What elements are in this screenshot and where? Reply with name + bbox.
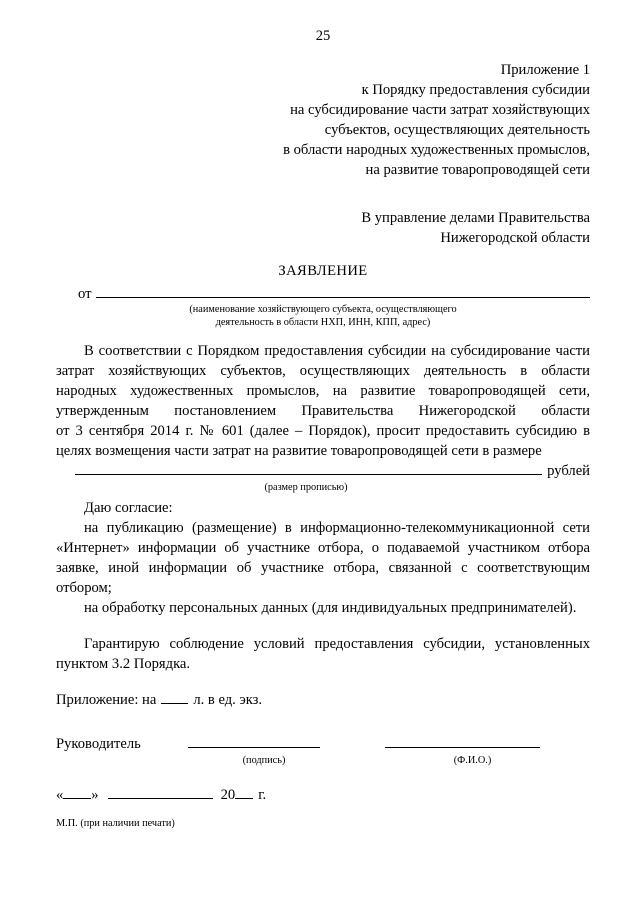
consent-line: «Интернет» информации об участнике отбора, о подаваемой участником отбора	[56, 540, 590, 556]
addressee-line: Нижегородской области	[440, 230, 590, 246]
from-caption-line: (наименование хозяйствующего субъекта, осуществляющего	[189, 304, 457, 315]
name-blank-line	[385, 745, 540, 748]
paragraph-line: В соответствии с Порядком предоставления субсидии на субсидирование части	[84, 343, 590, 359]
guarantee-line: Гарантирую соблюдение условий предоставления субсидии, установленных	[84, 636, 590, 652]
paragraph-line: народных художественных промыслов, на развитие товаропроводящей сети,	[56, 383, 590, 399]
main-paragraph	[56, 341, 590, 461]
date-line	[56, 785, 590, 805]
paragraph-line: затрат хозяйствующих субъектов, осуществляющих деятельность в области	[56, 363, 590, 379]
annex-line: в области народных художественных промыслов,	[283, 142, 590, 158]
paragraph-line: утвержденным постановлением Правительства Нижегородской области	[56, 403, 590, 419]
consent-line: отбором;	[56, 580, 112, 596]
amount-blank-line	[75, 472, 542, 475]
annex-line: Приложение 1	[500, 62, 590, 78]
amount-field	[56, 461, 590, 481]
signature-caption: (подпись)	[242, 755, 286, 766]
month-blank	[108, 796, 213, 799]
consent-intro: Даю согласие:	[84, 500, 173, 516]
document-title: ЗАЯВЛЕНИЕ	[278, 263, 368, 279]
year-prefix: 20	[220, 787, 236, 803]
stamp-note: М.П. (при наличии печати)	[56, 818, 175, 829]
annex-line: на субсидирование части затрат хозяйствующих	[290, 102, 590, 118]
addressee-block	[56, 208, 590, 248]
attachment-pages-blank	[161, 701, 188, 704]
name-caption: (Ф.И.О.)	[453, 755, 492, 766]
year-suffix: г.	[258, 787, 267, 803]
annex-line: к Порядку предоставления субсидии	[361, 82, 590, 98]
amount-caption: (размер прописью)	[264, 482, 348, 493]
consent-section	[56, 498, 590, 618]
year-blank	[235, 796, 253, 799]
from-field-captions	[56, 303, 590, 329]
annex-line: субъектов, осуществляющих деятельность	[324, 122, 590, 138]
page-number: 25	[315, 28, 331, 44]
consent-personal-data-line: на обработку персональных данных (для индивидуальных предпринимателей).	[84, 600, 577, 616]
day-blank	[63, 796, 91, 799]
guarantee-section	[56, 634, 590, 674]
signature-role: Руководитель	[56, 736, 141, 752]
consent-line: заявке, иной информации об участнике отбора, связанной с соответствующим	[56, 560, 590, 576]
annex-block	[56, 60, 590, 180]
from-field	[56, 284, 590, 304]
attachment-prefix: Приложение: на	[56, 692, 157, 708]
signature-row	[56, 734, 590, 754]
paragraph-line: от 3 сентября 2014 г. № 601 (далее – Порядок), просит предоставить субсидию в	[56, 423, 590, 439]
day-close-quote: »	[91, 787, 99, 803]
amount-suffix: рублей	[547, 463, 590, 479]
signature-blank-line	[188, 745, 320, 748]
guarantee-line: пунктом 3.2 Порядка.	[56, 656, 191, 672]
signature-captions	[56, 754, 590, 767]
attachment-suffix: л. в ед. экз.	[193, 692, 263, 708]
day-open-quote: «	[56, 787, 64, 803]
addressee-line: В управление делами Правительства	[361, 210, 590, 226]
consent-line: на публикацию (размещение) в информационно-телекоммуникационной сети	[84, 520, 590, 536]
annex-line: на развитие товаропроводящей сети	[365, 162, 590, 178]
from-blank-line	[96, 295, 590, 298]
from-caption-line: деятельность в области НХП, ИНН, КПП, адрес)	[215, 317, 431, 328]
paragraph-line: целях возмещения части затрат на развитие товаропроводящей сети в размере	[56, 443, 542, 459]
from-label: от	[78, 286, 92, 302]
attachment-line	[56, 690, 590, 710]
